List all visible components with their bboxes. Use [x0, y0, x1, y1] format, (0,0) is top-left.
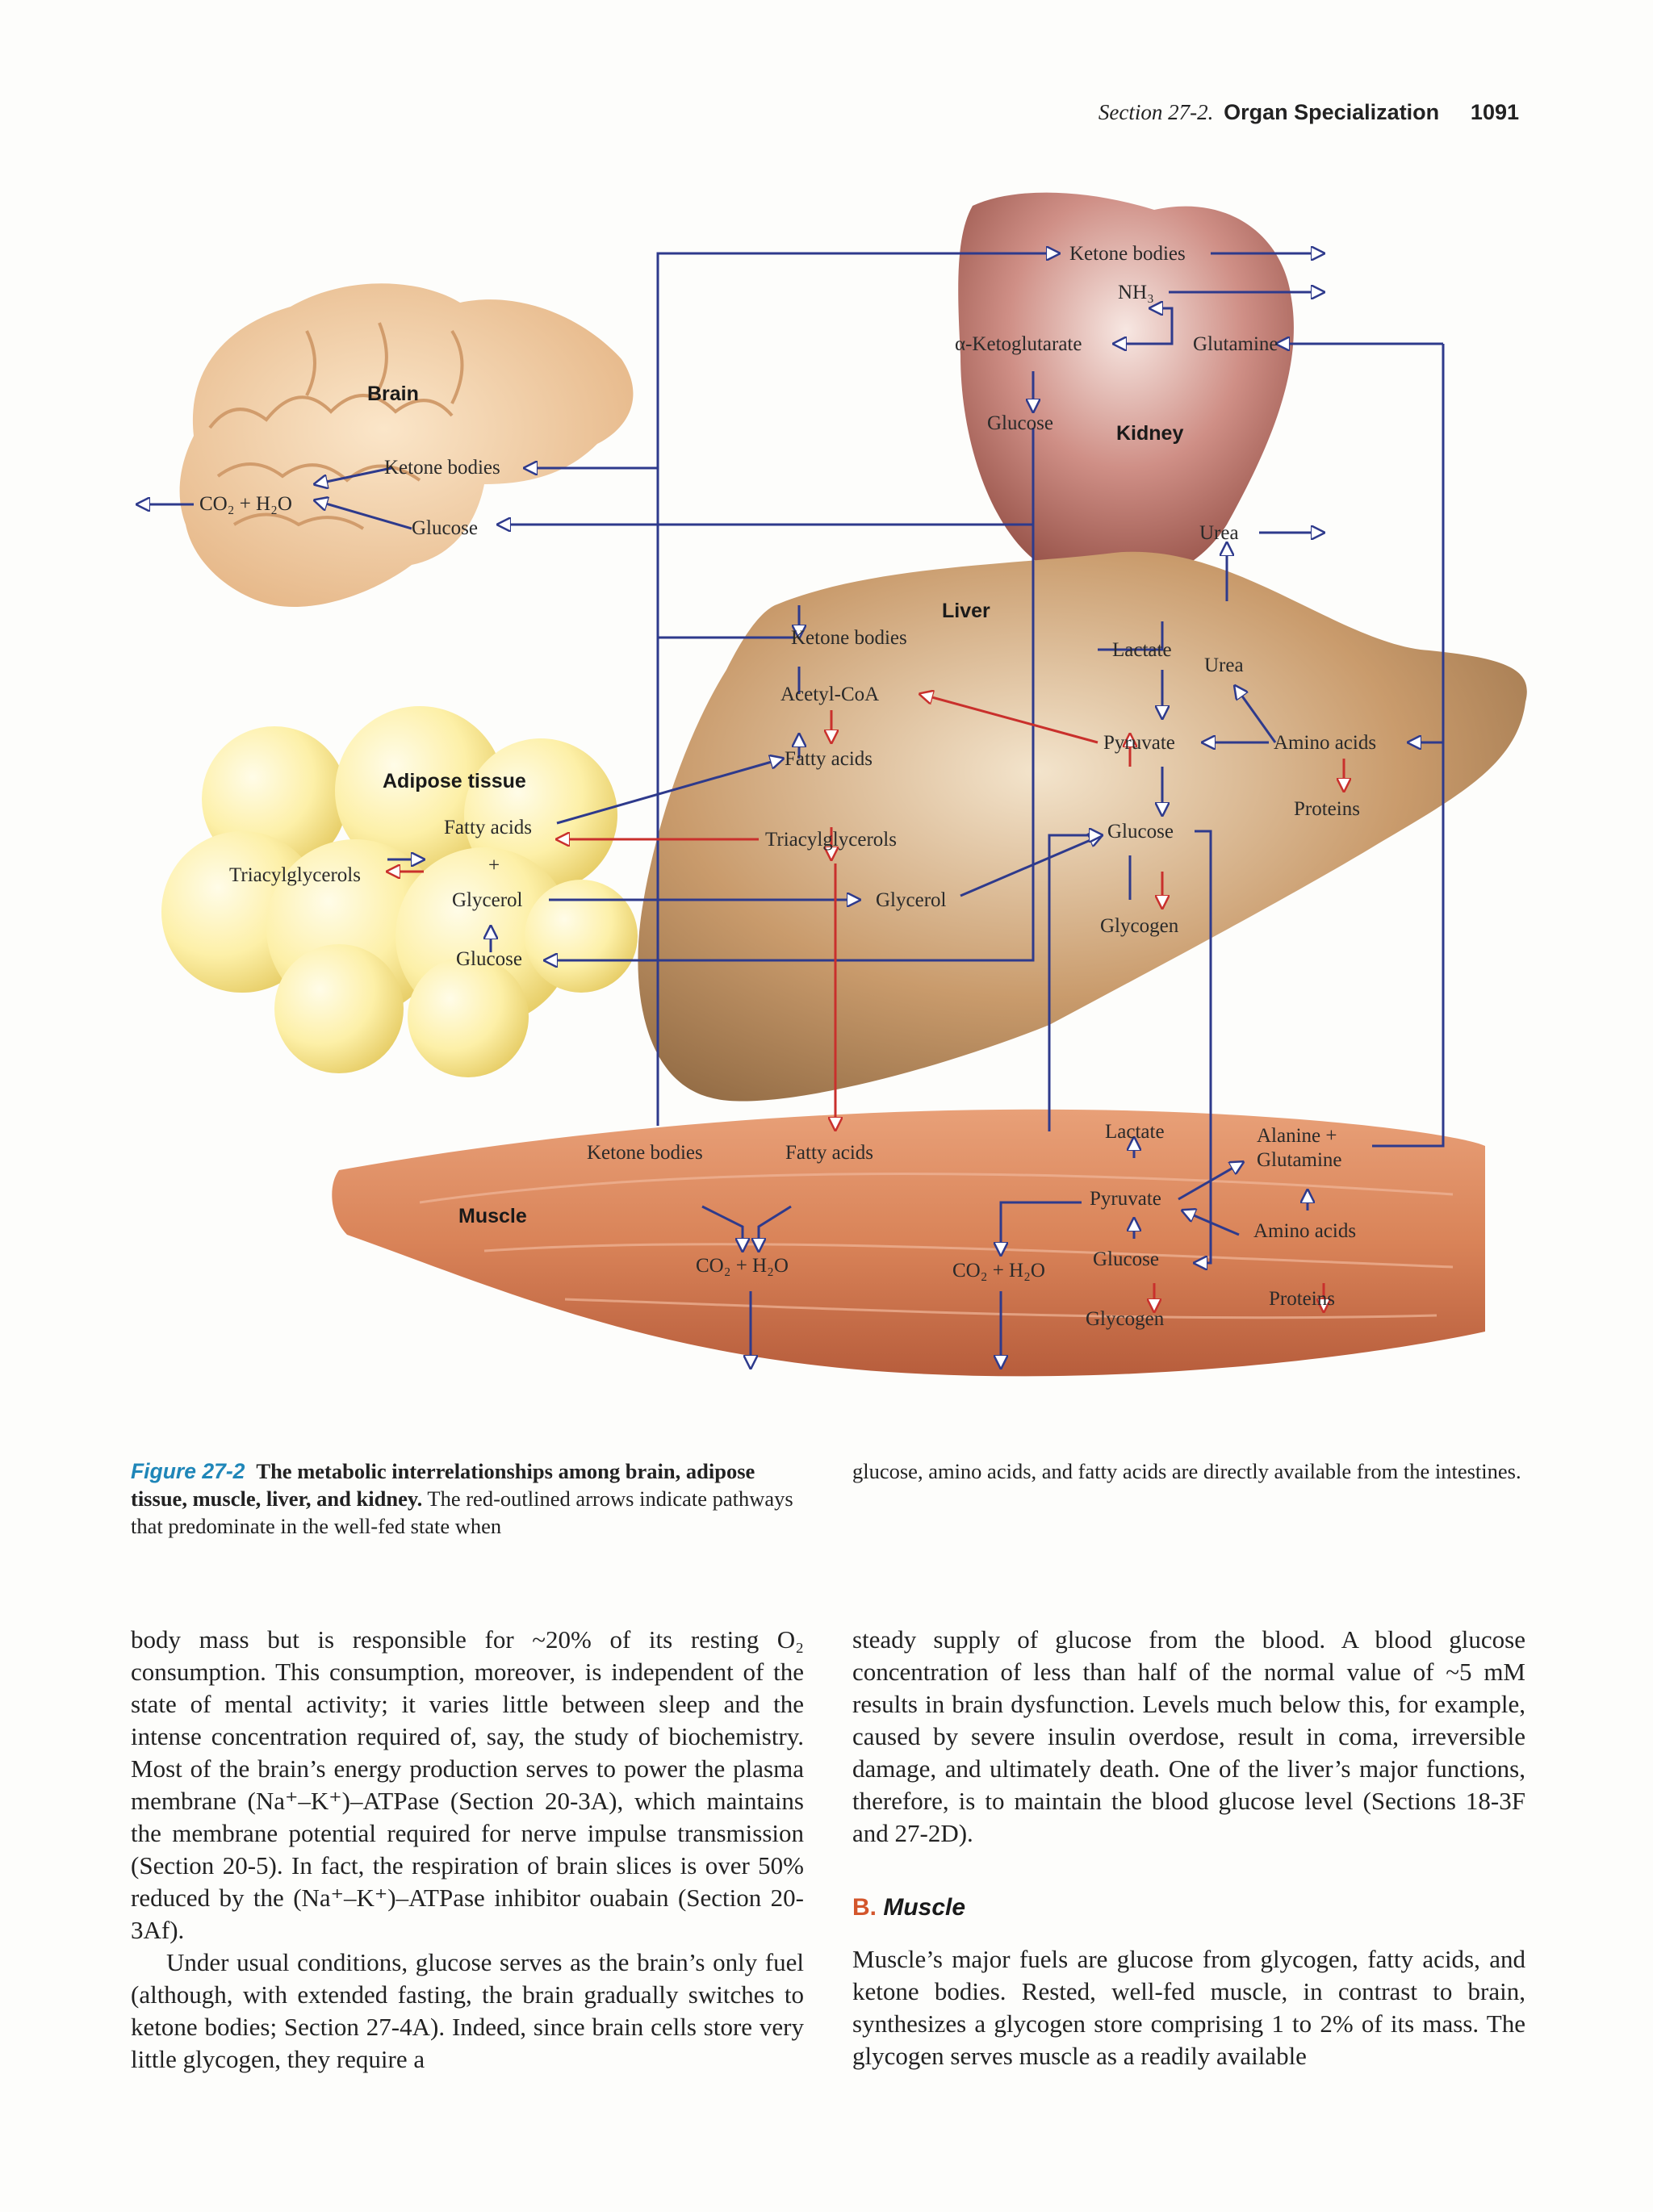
liver-illustration: [638, 552, 1526, 1102]
kidney-ketone-bodies: Ketone bodies: [1069, 243, 1186, 265]
brain-ketone-bodies: Ketone bodies: [384, 457, 500, 479]
kidney-glucose: Glucose: [987, 412, 1053, 434]
left-paragraph-2: Under usual conditions, glucose serves as the brain’s only fuel (although, with extended fasting, the brain gradually switches to ketone bodies; Section 27-4A). Indeed, since brain cells store very little glycogen, they require a: [131, 1948, 804, 2073]
liver-pyruvate: Pyruvate: [1103, 732, 1175, 754]
body-column-left: [131, 1624, 804, 2076]
brain-illustration: [180, 283, 634, 607]
running-head: [1099, 100, 1519, 125]
muscle-co2-h2o-left: CO₂ + H₂O: [696, 1255, 789, 1277]
muscle-ketone-bodies: Ketone bodies: [587, 1142, 703, 1164]
section-title: Organ Specialization: [1224, 100, 1440, 124]
right-paragraph-2: Muscle’s major fuels are glucose from glycogen, fatty acids, and ketone bodies. Rested, well-fed muscle, in contrast to brain, synthesizes a glycogen store comprising 1 to 2% of its mass. The glycogen serves muscle as a readily available: [852, 1945, 1525, 2070]
liver-triacylglycerols: Triacylglycerols: [765, 829, 897, 851]
figure-caption-left: [131, 1457, 801, 1540]
liver-glycerol: Glycerol: [876, 889, 947, 911]
brain-co2-h2o: CO₂ + H₂O: [199, 493, 292, 515]
adipose-glycerol: Glycerol: [452, 889, 523, 911]
kidney-urea: Urea: [1199, 522, 1239, 544]
caption-text-right: glucose, amino acids, and fatty acids are directly available from the intestines.: [852, 1459, 1521, 1483]
brain-glucose: Glucose: [412, 517, 478, 539]
section-label: Section 27-2.: [1098, 100, 1214, 124]
muscle-proteins: Proteins: [1269, 1288, 1335, 1310]
muscle-glycogen: Glycogen: [1086, 1308, 1165, 1330]
liver-fatty-acids: Fatty acids: [785, 748, 873, 770]
muscle-alanine: Alanine +: [1257, 1125, 1337, 1147]
muscle-co2-h2o-right: CO₂ + H₂O: [952, 1260, 1045, 1282]
kidney-name: Kidney: [1116, 422, 1184, 445]
subhead-word: Muscle: [883, 1894, 966, 1921]
left-paragraph-1: body mass but is responsible for ~20% of its resting O₂ consumption. This consumption, moreover, is independent of the state of mental activity; it varies little between sleep and the intense concentration required of, say, the study of biochemistry. Most of the brain’s energy production serves to power the plasma membrane (Na⁺–K⁺)–ATPase (Section 20-3A), which maintains the membrane potential required for nerve impulse transmission (Section 20-5). In fact, the respiration of brain slices is over 50% reduced by the (Na⁺–K⁺)–ATPase inhibitor ouabain (Section 20-3Af).: [131, 1625, 804, 1944]
kidney-ketoglutarate: α-Ketoglutarate: [955, 333, 1082, 355]
body-column-right: [852, 1624, 1525, 2072]
liver-amino-acids: Amino acids: [1274, 732, 1377, 754]
muscle-pyruvate: Pyruvate: [1090, 1188, 1161, 1210]
brain-name: Brain: [367, 383, 419, 405]
liver-acetyl-coa: Acetyl-CoA: [780, 684, 880, 705]
muscle-name: Muscle: [458, 1205, 527, 1227]
kidney-glutamine: Glutamine: [1193, 333, 1278, 355]
kidney-nh3: NH₃: [1118, 282, 1154, 303]
figure-number: Figure 27-2: [131, 1459, 245, 1483]
page-number: 1091: [1470, 100, 1519, 124]
liver-glycogen: Glycogen: [1100, 915, 1179, 937]
adipose-fatty-acids: Fatty acids: [444, 817, 533, 838]
liver-proteins: Proteins: [1294, 798, 1360, 820]
muscle-lactate: Lactate: [1105, 1121, 1165, 1143]
caption-title: The metabolic interrelationships among brain, adipose tissue, muscle, liver, and kidney.: [131, 1459, 755, 1511]
muscle-glutamine: Glutamine: [1257, 1149, 1342, 1171]
liver-glucose: Glucose: [1107, 821, 1174, 843]
adipose-triacylglycerols: Triacylglycerols: [229, 864, 361, 886]
muscle-amino-acids: Amino acids: [1253, 1220, 1357, 1242]
adipose-name: Adipose tissue: [383, 770, 526, 792]
subhead-letter: B.: [852, 1894, 877, 1921]
muscle-fatty-acids: Fatty acids: [785, 1142, 874, 1164]
adipose-plus: +: [488, 855, 500, 876]
liver-lactate: Lactate: [1112, 639, 1172, 661]
muscle-glucose: Glucose: [1093, 1248, 1159, 1270]
right-paragraph-1: steady supply of glucose from the blood. A blood glucose concentration of less than half of the normal value of ~5 mM results in brain dysfunction. Levels much below this, for example, caused by severe insulin overdose, result in coma, irreversible damage, and ultimately death. One of the liver’s major functions, therefore, is to maintain the blood glucose level (Sections 18-3F and 27-2D).: [852, 1625, 1525, 1847]
metabolic-figure: [0, 186, 1653, 1396]
liver-ketone-bodies: Ketone bodies: [791, 627, 907, 649]
adipose-illustration: [161, 706, 638, 1077]
section-heading-muscle: [852, 1892, 1525, 1924]
caption-text-left: The red-outlined arrows indicate pathways that predominate in the well-fed state when: [131, 1487, 793, 1538]
liver-urea: Urea: [1204, 654, 1244, 676]
liver-name: Liver: [942, 600, 990, 622]
adipose-glucose: Glucose: [456, 948, 522, 970]
figure-caption-right: [852, 1457, 1522, 1485]
